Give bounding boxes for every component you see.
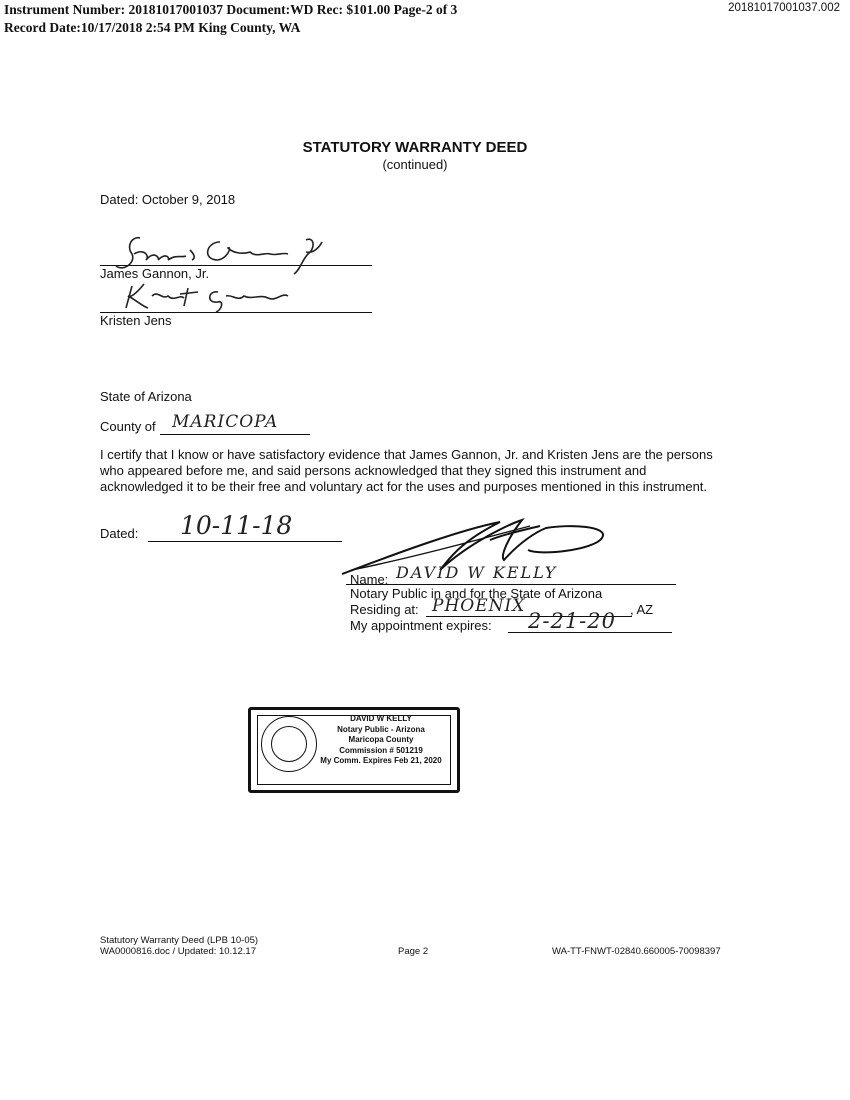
document-id: 20181017001037.002 [728, 2, 840, 14]
notary-state: State of Arizona [100, 389, 192, 404]
footer-order-number: WA-TT-FNWT-02840.660005-70098397 [552, 946, 721, 957]
notary-name-value: DAVID W KELLY [396, 563, 558, 582]
residing-state: , AZ [630, 602, 654, 617]
residing-value: PHOENIX [432, 596, 526, 616]
notary-public-line: Notary Public in and for the State of Arizona [350, 586, 603, 601]
grantor1-name: James Gannon, Jr. [100, 266, 210, 281]
recording-info-line2: Record Date:10/17/2018 2:54 PM King County, WA [4, 20, 301, 35]
notary-name-label: Name: [350, 572, 389, 587]
stamp-line1: DAVID W KELLY [350, 714, 412, 723]
page-title: STATUTORY WARRANTY DEED [302, 139, 528, 156]
county-label: County of [100, 419, 156, 434]
notary-dated-line [148, 540, 342, 542]
seal-center-icon [271, 726, 307, 762]
appointment-label: My appointment expires: [350, 618, 492, 633]
residing-label: Residing at: [350, 602, 419, 617]
notary-dated-value: 10-11-18 [180, 511, 293, 540]
grantor2-signature [118, 280, 298, 314]
deed-dated: Dated: October 9, 2018 [100, 192, 236, 207]
notary-name-line [346, 583, 676, 585]
county-value: MARICOPA [172, 412, 279, 432]
stamp-line2: Notary Public - Arizona [337, 724, 425, 734]
state-seal [261, 716, 317, 772]
appointment-value: 2-21-20 [528, 609, 616, 633]
page-subtitle: (continued) [382, 157, 448, 172]
stamp-text [311, 714, 451, 767]
notary-stamp [248, 707, 460, 793]
notary-dated-label: Dated: [100, 526, 139, 541]
recording-info-line1: Instrument Number: 20181017001037 Document:WD Rec: $101.00 Page-2 of 3 [4, 2, 458, 17]
stamp-line4: Commission # 501219 [339, 745, 423, 755]
footer-form-name: Statutory Warranty Deed (LPB 10-05) [100, 935, 259, 946]
stamp-line3: Maricopa County [348, 735, 414, 744]
footer-form-file: WA0000816.doc / Updated: 10.12.17 [100, 946, 256, 957]
county-line [160, 433, 310, 435]
footer-page: Page 2 [398, 946, 429, 957]
stamp-line5: My Comm. Expires Feb 21, 2020 [320, 756, 442, 765]
grantor2-name: Kristen Jens [100, 313, 172, 328]
certification-text: I certify that I know or have satisfactory evidence that James Gannon, Jr. and Kristen Jens are the persons who appeared before me, and said persons acknowledged that they signed this instrument and acknowledged it to be their free and voluntary act for the uses and purposes mentioned in this instrument. [100, 447, 713, 494]
